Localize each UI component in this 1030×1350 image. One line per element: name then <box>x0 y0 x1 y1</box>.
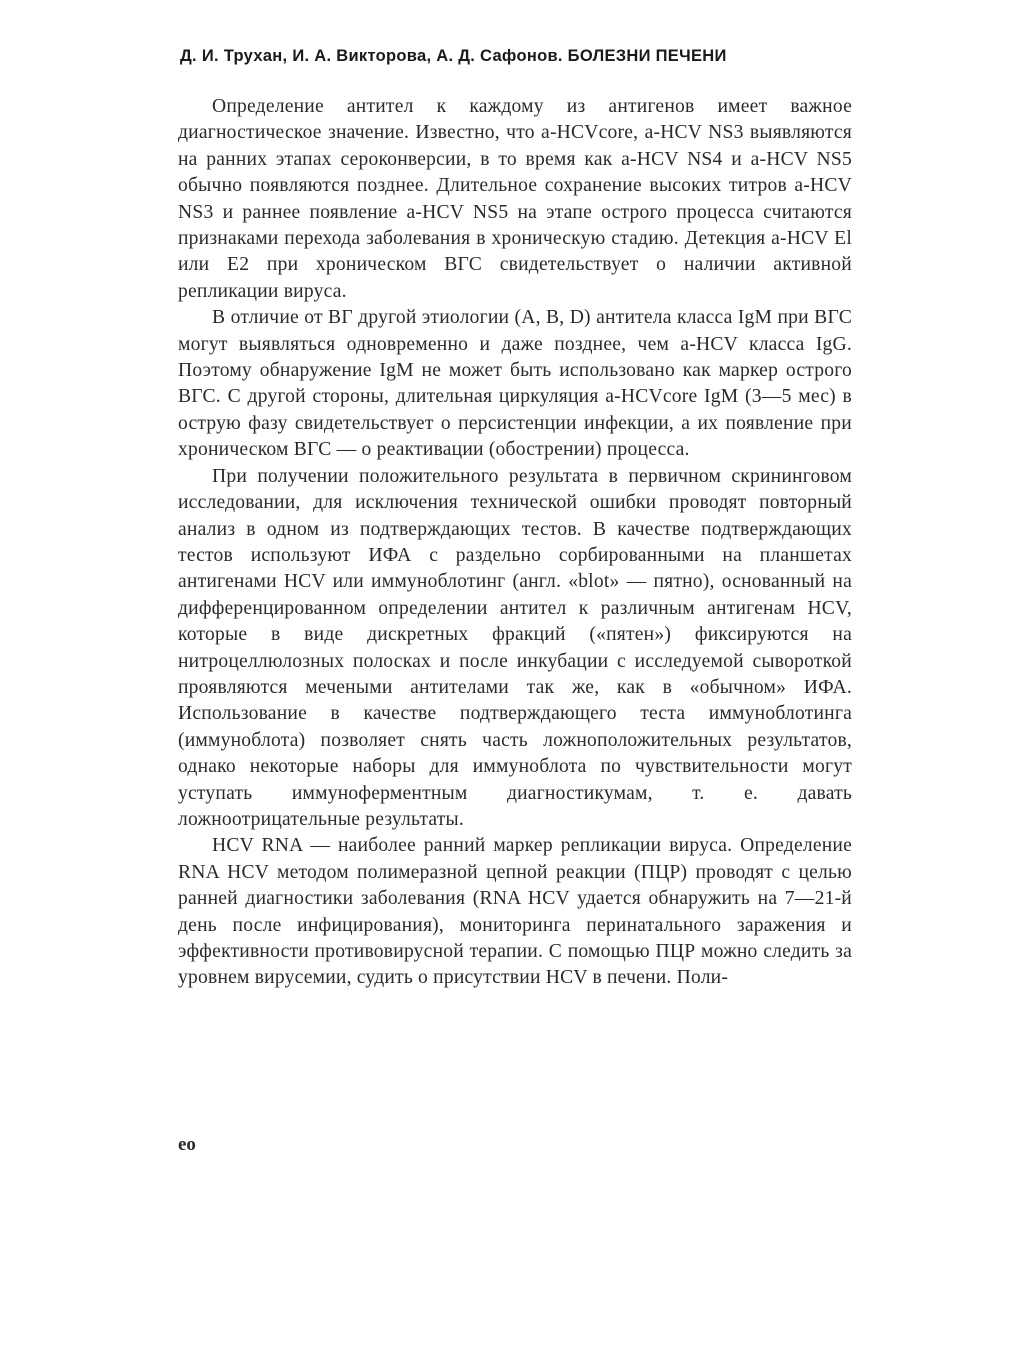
running-head: Д. И. Трухан, И. А. Викторова, А. Д. Сафонов. БОЛЕЗНИ ПЕЧЕНИ <box>180 47 727 65</box>
paragraph-hcv-rna: HCV RNA — наиболее ранний маркер репликации вируса. Определение RNA HCV методом полимеразной цепной реакции (ПЦР) проводят с целью ранней диагностики заболевания (RNA HCV удается обнаружить на 7—21-й день после инфицирования), мониторинга перинатального заражения и эффективности противовирусной терапии. С помощью ПЦР можно следить за уровнем вирусемии, судить о присутствии HCV в печени. Поли- <box>178 835 852 989</box>
page-number: eo <box>178 1134 196 1155</box>
paragraph-antibodies: Определение антител к каждому из антигенов имеет важное диагностическое значение. Известно, что a-HCVcore, a-HCV NS3 выявляются на ранних этапах сероконверсии, в то время как a-HCV NS4 и a-HCV NS5 обычно появляются позднее. Длительное сохранение высоких титров a-HCV NS3 и раннее появление a-HCV NS5 на этапе острого процесса считаются признаками перехода заболевания в хроническую стадию. Детекция a-HCV El или E2 при хроническом ВГС свидетельствует о наличии активной репликации вируса. <box>178 96 852 302</box>
paragraph-igm: В отличие от ВГ другой этиологии (A, B, D) антитела класса IgM при ВГС могут выявляться одновременно и даже позднее, чем a-HCV класса IgG. Поэтому обнаружение IgM не может быть использовано как маркер острого ВГС. С другой стороны, длительная циркуляция a-HCVcore IgM (3—5 мес) в острую фазу свидетельствует о персистенции инфекции, а их появление при хроническом ВГС — о реактивации (обострении) процесса. <box>178 307 852 461</box>
body-text <box>178 94 852 992</box>
paragraph-confirmation-tests: При получении положительного результата в первичном скрининговом исследовании, для исключения технической ошибки проводят повторный анализ в одном из подтверждающих тестов. В качестве подтверждающих тестов используют ИФА с раздельно сорбированными на планшетах антигенами HCV или иммуноблотинг (англ. «blot» — пятно), основанный на дифференцированном определении антител к различным антигенам HCV, которые в виде дискретных фракций («пятен») фиксируются на нитроцеллюлозных полосках и после инкубации с исследуемой сывороткой проявляются мечеными антителами так же, как в «обычном» ИФА. Использование в качестве подтверждающего теста иммуноблотинга (иммуноблота) позволяет снять часть ложноположительных результатов, однако некоторые наборы для иммуноблота по чувствительности могут уступать иммуноферментным диагностикумам, т. е. давать ложноотрицательные результаты. <box>178 465 852 830</box>
